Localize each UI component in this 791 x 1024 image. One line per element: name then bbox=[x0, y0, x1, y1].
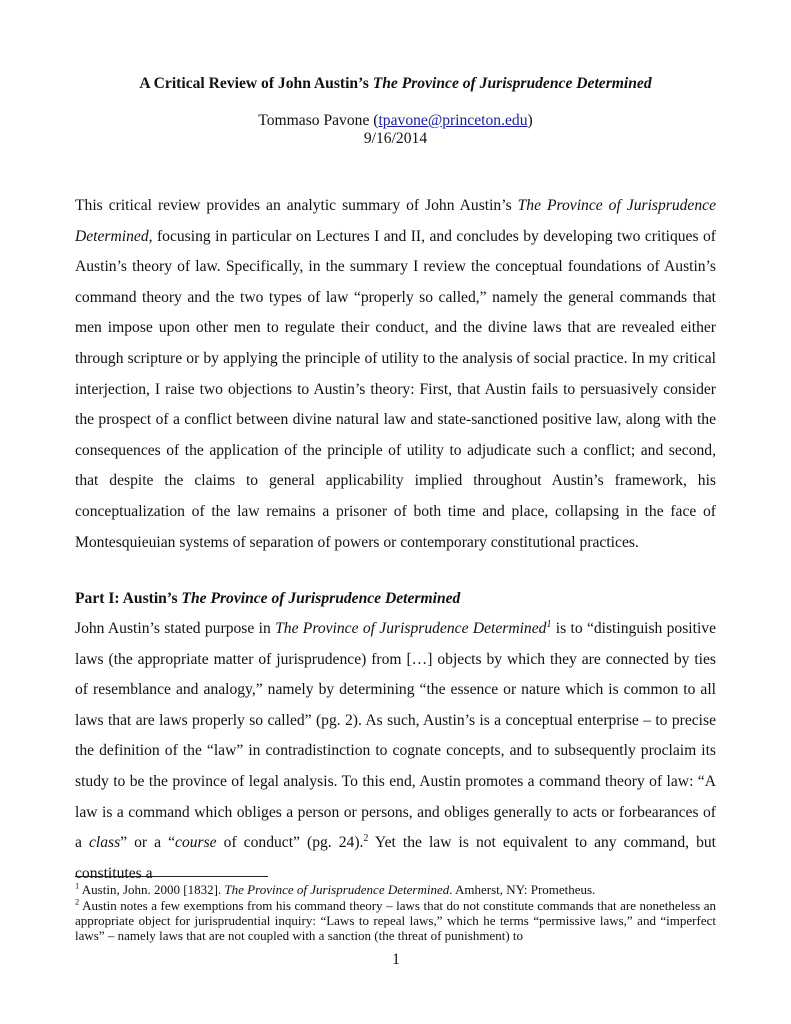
document-title bbox=[75, 74, 716, 94]
body-italic-class: class bbox=[88, 834, 121, 852]
document-date: 9/16/2014 bbox=[363, 130, 428, 147]
body-text-2: is to “distinguish positive laws (the appropriate matter of jurisprudence) from […] objects by which they are connected by ties of resemblance and analogy,” namely by determining “the essence or nature which is common to all laws that are laws properly so called” (pg. 2). As such, Austin’s is a conceptual enterprise – to precise the definition of the “law” in contradistinction to cognate concepts, and to subsequently proclaim its study to be the province of legal analysis. To this end, Austin promotes a command theory of law: “A law is a command which obliges a person or persons, and obliges generally to acts or forbearances of a bbox=[75, 620, 717, 852]
abstract-book-name: The Province of Jurisprudence Determined bbox=[75, 197, 716, 245]
body-text-5: Yet the law is not equivalent to any command, but constitutes a bbox=[75, 834, 716, 882]
abstract-paragraph bbox=[75, 191, 716, 558]
body-book-name: The Province of Jurisprudence Determined bbox=[275, 620, 547, 637]
body-text-4: of conduct” (pg. 24). bbox=[216, 834, 364, 852]
author-line bbox=[75, 112, 716, 130]
author-close-paren: ) bbox=[527, 112, 533, 129]
abstract-text-2: , focusing in particular on Lectures I and II, and concludes by developing two critiques of Austin’s theory of law. Specifically, in the summary I review the conceptual foundations of Austin’s command theory and the two types of law “properly so called,” namely the general commands that men impose upon other men to regulate their conduct, and the divine laws that are revealed either through scripture or by applying the principle of utility to the analysis of social practice. In my critical interjection, I raise two objections to Austin’s theory: First, that Austin fails to persuasively consider the prospect of a conflict between divine natural law and state-sanctioned positive law, along with the consequences of the application of the principle of utility to adjudicate such a conflict; and second, that despite the claims to general applicability implied throughout Austin’s framework, his conceptualization of the law remains a prisoner of both time and place, collapsing in the face of Montesquieuian systems of separation of powers or contemporary constitutional practices. bbox=[75, 227, 716, 551]
footnote-1-number: 1 bbox=[75, 880, 80, 891]
heading-text: Part I: Austin’s bbox=[75, 590, 182, 607]
footnote-2-text: Austin notes a few exemptions from his command theory – laws that do not constitute commands that are nonetheless an appropriate object for jurisprudential inquiry: “Laws to repeal laws,” which he terms “permissive laws,” and “imperfect laws” – namely laws that are not coupled with a sanction (the threat of punishment) to bbox=[75, 898, 716, 943]
footnote-2-number: 2 bbox=[75, 896, 80, 907]
page-number: 1 bbox=[392, 951, 400, 968]
footnote-ref-2[interactable]: 2 bbox=[363, 832, 369, 844]
author-name: Tommaso Pavone ( bbox=[258, 112, 379, 129]
heading-book-name: The Province of Jurisprudence Determined bbox=[181, 590, 461, 607]
section-heading-part-1 bbox=[75, 589, 460, 609]
author-email-link[interactable]: tpavone@princeton.edu bbox=[378, 112, 528, 129]
footnote-separator bbox=[75, 876, 268, 877]
abstract-text-1: This critical review provides an analytic summary of John Austin’s bbox=[75, 197, 518, 214]
body-paragraph bbox=[75, 614, 716, 889]
footnote-1 bbox=[75, 882, 716, 897]
body-italic-course: course bbox=[175, 834, 217, 852]
body-text-3: ” or a “ bbox=[120, 834, 176, 852]
title-book-name: The Province of Jurisprudence Determined bbox=[372, 75, 652, 92]
footnote-1-book-name: The Province of Jurisprudence Determined bbox=[224, 882, 450, 897]
footnote-2 bbox=[75, 898, 716, 943]
footnote-ref-1[interactable]: 1 bbox=[546, 618, 552, 630]
body-text-1: John Austin’s stated purpose in bbox=[75, 620, 276, 637]
title-text: A Critical Review of John Austin’s bbox=[139, 75, 373, 92]
footnote-1-text-b: . Amherst, NY: Prometheus. bbox=[449, 882, 596, 897]
footnote-1-text-a: Austin, John. 2000 [1832]. bbox=[79, 882, 225, 897]
